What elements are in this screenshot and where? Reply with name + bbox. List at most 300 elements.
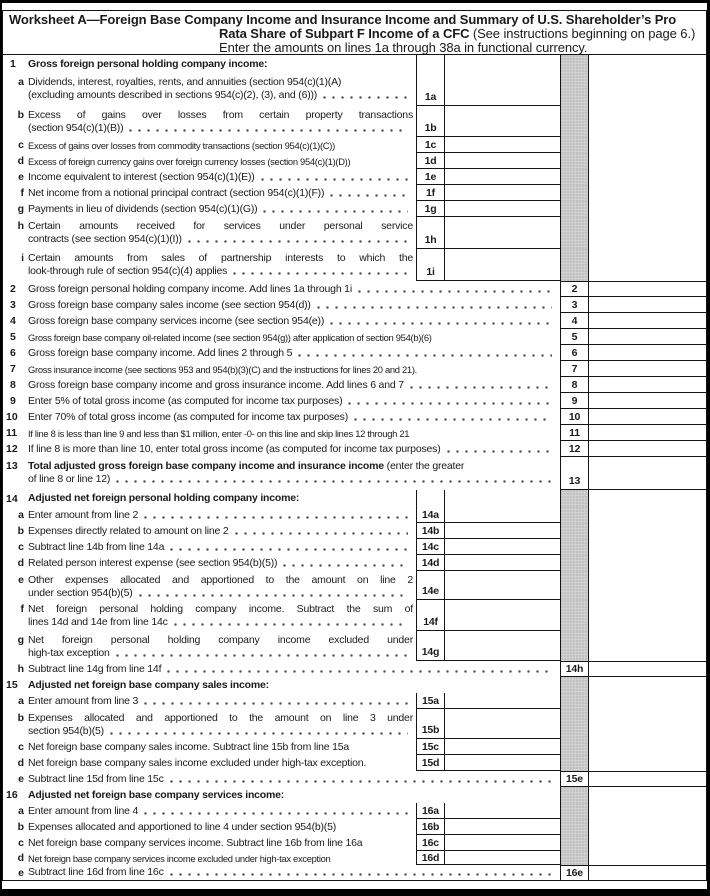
row-16d-amount-box[interactable] (444, 851, 560, 865)
worksheet-title-line2 (219, 27, 700, 41)
row-15e-code-box: 15e (560, 771, 588, 787)
row-2-amount-box[interactable] (588, 281, 706, 297)
row-6-amount-box[interactable] (588, 345, 706, 361)
shaded-column-cell (560, 55, 588, 73)
row-1c (3, 137, 706, 153)
row-16b-description (3, 819, 416, 835)
shaded-column-cell (560, 739, 588, 755)
row-16d-code-box: 16d (416, 851, 444, 865)
row-1f (3, 185, 706, 201)
row-15a-text: Enter amount from line 3 (28, 693, 416, 709)
row-14c-code-box: 14c (416, 539, 444, 555)
row-14b (3, 523, 706, 539)
shaded-column-cell (560, 803, 588, 819)
row-16c-description (3, 835, 416, 851)
row-14g-amount-box[interactable] (444, 631, 560, 661)
row-15-description (3, 677, 416, 693)
dot-leader (167, 670, 552, 673)
row-6-line-number: 6 (10, 347, 16, 359)
worksheet-form (2, 10, 707, 881)
row-1-amount-box (444, 55, 560, 73)
right-amount-area (588, 835, 706, 851)
row-16c (3, 835, 706, 851)
row-15c-text: Net foreign base company sales income. Subtract line 15b from line 15a (28, 740, 350, 753)
row-6 (3, 345, 706, 361)
right-amount-area (588, 185, 706, 201)
row-1b-code-box: 1b (416, 106, 444, 137)
dot-leader (170, 873, 552, 876)
row-14a (3, 507, 706, 523)
row-14e-line-number: e (18, 574, 24, 586)
right-amount-area (588, 539, 706, 555)
row-16e (3, 865, 706, 880)
worksheet-table (3, 55, 706, 880)
row-15c-code-box: 15c (416, 739, 444, 755)
row-1f-line-number: f (20, 187, 24, 199)
row-1d-text: Excess of foreign currency gains over foreign currency losses (section 954(c)(1)(D)) (28, 155, 351, 167)
row-9-description (3, 393, 560, 409)
row-16e-description (3, 865, 560, 880)
row-1i-text: Certain amounts from sales of partnership interests to which the look-through rule of section 954(c)(4) applies (28, 252, 413, 277)
row-14a-line-number: a (18, 509, 24, 521)
shaded-column-cell (560, 73, 588, 106)
row-16c-text: Net foreign base company services income. Subtract line 16b from line 16a (28, 836, 363, 849)
row-16e-text: Subtract line 16d from line 16c (28, 865, 560, 880)
row-3-amount-box[interactable] (588, 297, 706, 313)
row-1e-text: Income equivalent to interest (section 954(c)(1)(E)) (28, 169, 416, 185)
row-14g-description (3, 631, 416, 661)
row-15c (3, 739, 706, 755)
worksheet-title-continued: Rata Share of Subpart F Income of a CFC (219, 26, 473, 41)
row-13-code-box: 13 (560, 457, 588, 490)
row-5-amount-box[interactable] (588, 329, 706, 345)
row-1b (3, 106, 706, 137)
row-14-amount-box (444, 490, 560, 507)
row-12-text: If line 8 is more than line 10, enter total gross income (as computed for income tax purposes) (28, 441, 560, 457)
row-9-code-box: 9 (560, 393, 588, 409)
worksheet-header (3, 11, 706, 55)
right-amount-area (588, 571, 706, 600)
dot-leader (139, 594, 408, 597)
dot-leader (235, 532, 408, 535)
row-1g (3, 201, 706, 217)
row-3-code-box: 3 (560, 297, 588, 313)
row-16-description (3, 787, 416, 803)
row-11-code-box: 11 (560, 425, 588, 441)
row-6-text: Gross foreign base company income. Add lines 2 through 5 (28, 345, 560, 361)
row-15e-amount-box[interactable] (588, 771, 706, 787)
row-1e (3, 169, 706, 185)
row-1d-amount-box[interactable] (444, 153, 560, 169)
row-14e-code-box: 14e (416, 571, 444, 600)
row-14-description (3, 490, 416, 507)
row-14g-text: Net foreign personal holding company income excluded under high-tax exception (28, 634, 413, 659)
row-5-line-number: 5 (10, 331, 16, 343)
row-16a-description (3, 803, 416, 819)
row-1h-code-box: 1h (416, 217, 444, 249)
dot-leader (348, 402, 552, 405)
row-16b-code-box: 16b (416, 819, 444, 835)
row-14-code-box (416, 490, 444, 507)
shaded-column-cell (560, 677, 588, 693)
row-15b-amount-box[interactable] (444, 709, 560, 739)
dot-leader (233, 272, 408, 275)
row-16b (3, 819, 706, 835)
row-4-amount-box[interactable] (588, 313, 706, 329)
row-16a (3, 803, 706, 819)
row-15b-line-number: b (17, 712, 24, 724)
row-1h (3, 217, 706, 249)
shaded-column-cell (560, 137, 588, 153)
dot-leader (330, 322, 552, 325)
row-7-description (3, 361, 560, 377)
row-16b-amount-box[interactable] (444, 819, 560, 835)
row-15e (3, 771, 706, 787)
row-13-line-number: 13 (6, 460, 18, 472)
row-13 (3, 457, 706, 490)
row-16c-line-number: c (18, 837, 24, 849)
row-1a-code-box: 1a (416, 73, 444, 106)
row-14g-line-number: g (17, 634, 24, 646)
row-14e (3, 571, 706, 600)
row-1f-text: Net income from a notional principal contract (section 954(c)(1)(F)) (28, 185, 416, 201)
row-15-text: Adjusted net foreign base company sales income: (28, 678, 269, 691)
row-14h-description (3, 661, 560, 677)
row-9-amount-box[interactable] (588, 393, 706, 409)
dot-leader (170, 780, 552, 783)
right-amount-area (588, 153, 706, 169)
right-amount-area (588, 555, 706, 571)
row-15a (3, 693, 706, 709)
row-14g (3, 631, 706, 661)
dot-leader (129, 129, 408, 132)
row-9-text: Enter 5% of total gross income (as computed for income tax purposes) (28, 393, 560, 409)
row-1a-amount-box[interactable] (444, 73, 560, 106)
shaded-column-cell (560, 217, 588, 249)
row-1a (3, 73, 706, 106)
row-1i-amount-box[interactable] (444, 249, 560, 281)
row-1-description (3, 55, 416, 73)
row-15 (3, 677, 706, 693)
row-16c-amount-box[interactable] (444, 835, 560, 851)
row-11-text: If line 8 is less than line 9 and less than $1 million, enter -0- on this line and skip lines 12 through 21 (28, 427, 410, 439)
row-15-line-number: 15 (6, 679, 18, 691)
row-16b-text: Expenses allocated and apportioned to line 4 under section 954(b)(5) (28, 820, 337, 833)
row-1e-description (3, 169, 416, 185)
right-amount-area (588, 755, 706, 771)
row-13-amount-box[interactable] (588, 457, 706, 490)
instructions-note: (See instructions beginning on page 6.) (472, 26, 696, 41)
row-10-amount-box[interactable] (588, 409, 706, 425)
shaded-column-cell (560, 600, 588, 631)
row-14g-code-box: 14g (416, 631, 444, 661)
row-7-text: Gross insurance income (see sections 953 and 954(b)(3)(C) and the instructions for lines 20 and 21). (28, 363, 417, 375)
dot-leader (263, 210, 408, 213)
row-5-text: Gross foreign base company oil-related income (see section 954(g)) after application of section 954(b)(6) (28, 331, 432, 343)
row-14h-text: Subtract line 14g from line 14f (28, 661, 560, 677)
row-6-description (3, 345, 560, 361)
row-15d-amount-box[interactable] (444, 755, 560, 771)
right-amount-area (588, 55, 706, 73)
right-amount-area (588, 693, 706, 709)
row-3-text: Gross foreign base company sales income (see section 954(d)) (28, 297, 560, 313)
shaded-column-cell (560, 555, 588, 571)
worksheet-paper (2, 3, 707, 889)
row-15-code-box (416, 677, 444, 693)
row-1h-line-number: h (17, 220, 24, 232)
row-15b (3, 709, 706, 739)
row-16-amount-box (444, 787, 560, 803)
shaded-column-cell (560, 787, 588, 803)
row-14c-text: Subtract line 14b from line 14a (28, 539, 416, 555)
row-14a-text: Enter amount from line 2 (28, 507, 416, 523)
row-4-text: Gross foreign base company services income (see section 954(e)) (28, 313, 560, 329)
row-12 (3, 441, 706, 457)
row-15e-text: Subtract line 15d from line 15c (28, 771, 560, 787)
right-amount-area (588, 217, 706, 249)
right-amount-area (588, 249, 706, 281)
row-16a-text: Enter amount from line 4 (28, 803, 416, 819)
row-1g-description (3, 201, 416, 217)
shaded-column-cell (560, 507, 588, 523)
shaded-column-cell (560, 851, 588, 865)
dot-leader (323, 96, 408, 99)
row-16c-code-box: 16c (416, 835, 444, 851)
row-1-text: Gross foreign personal holding company income: (28, 57, 268, 70)
row-16e-code-box: 16e (560, 865, 588, 880)
row-1g-code-box: 1g (416, 201, 444, 217)
row-15a-line-number: a (18, 695, 24, 707)
row-15c-amount-box[interactable] (444, 739, 560, 755)
row-14f-code-box: 14f (416, 600, 444, 631)
row-16e-line-number: e (18, 866, 24, 879)
row-14e-amount-box[interactable] (444, 571, 560, 600)
shaded-column-cell (560, 819, 588, 835)
shaded-column-cell (560, 835, 588, 851)
row-1-line-number: 1 (10, 58, 16, 70)
row-1g-text: Payments in lieu of dividends (section 954(c)(1)(G)) (28, 201, 416, 217)
row-14c (3, 539, 706, 555)
dot-leader (354, 418, 552, 421)
row-15a-amount-box[interactable] (444, 693, 560, 709)
right-amount-area (588, 507, 706, 523)
row-1h-text: Certain amounts received for services under personal service contracts (see section 954(c)(1)(I)) (28, 220, 413, 245)
shaded-column-cell (560, 539, 588, 555)
row-1d-code-box: 1d (416, 153, 444, 169)
shaded-column-cell (560, 153, 588, 169)
row-14b-code-box: 14b (416, 523, 444, 539)
row-16d-text: Net foreign base company services income excluded under high-tax exception (28, 852, 331, 864)
row-8-text: Gross foreign base company income and gross insurance income. Add lines 6 and 7 (28, 377, 560, 393)
row-1h-description (3, 217, 416, 249)
dot-leader (170, 548, 408, 551)
row-16e-amount-box[interactable] (588, 865, 706, 880)
right-amount-area (588, 739, 706, 755)
row-14e-description (3, 571, 416, 600)
row-14e-text: Other expenses allocated and apportioned to the amount on line 2 under section 954(b)(5) (28, 574, 413, 599)
row-13-text: Total adjusted gross foreign base company income and insurance income (enter the greater of line 8 or line 12) (28, 457, 560, 490)
row-2 (3, 281, 706, 297)
row-11-line-number: 11 (6, 427, 18, 439)
row-10-line-number: 10 (6, 411, 18, 423)
shaded-column-cell (560, 490, 588, 507)
row-8-code-box: 8 (560, 377, 588, 393)
row-12-line-number: 12 (6, 443, 18, 455)
row-1c-description (3, 137, 416, 153)
row-1f-description (3, 185, 416, 201)
row-1f-amount-box[interactable] (444, 185, 560, 201)
dot-leader (317, 306, 552, 309)
right-amount-area (588, 851, 706, 865)
shaded-column-cell (560, 693, 588, 709)
row-5-code-box: 5 (560, 329, 588, 345)
shaded-column-cell (560, 631, 588, 661)
row-1i-code-box: 1i (416, 249, 444, 281)
row-16a-amount-box[interactable] (444, 803, 560, 819)
row-15d (3, 755, 706, 771)
row-15-amount-box (444, 677, 560, 693)
row-9 (3, 393, 706, 409)
dot-leader (298, 354, 552, 357)
row-14f-text: Net foreign personal holding company income. Subtract the sum of lines 14d and 14e from line 14c (28, 603, 413, 628)
row-14a-description (3, 507, 416, 523)
row-16a-code-box: 16a (416, 803, 444, 819)
dot-leader (144, 516, 408, 519)
row-15e-description (3, 771, 560, 787)
row-1a-line-number: a (18, 76, 24, 88)
row-16d-description (3, 851, 416, 865)
row-8-line-number: 8 (10, 379, 16, 391)
row-6-code-box: 6 (560, 345, 588, 361)
row-14b-description (3, 523, 416, 539)
shaded-column-cell (560, 571, 588, 600)
shaded-column-cell (560, 169, 588, 185)
dot-leader (261, 178, 408, 181)
right-amount-area (588, 819, 706, 835)
row-1i-description (3, 249, 416, 281)
right-amount-area (588, 73, 706, 106)
dot-leader (116, 480, 552, 483)
row-15d-code-box: 15d (416, 755, 444, 771)
row-3-description (3, 297, 560, 313)
row-15e-line-number: e (18, 773, 24, 785)
row-14-line-number: 14 (6, 492, 18, 505)
row-5-description (3, 329, 560, 345)
row-14b-amount-box[interactable] (444, 523, 560, 539)
row-14h-line-number: h (17, 663, 24, 675)
row-14-text: Adjusted net foreign personal holding company income: (28, 492, 300, 504)
row-14b-line-number: b (17, 525, 24, 537)
row-16b-line-number: b (17, 821, 24, 833)
row-10-description (3, 409, 560, 425)
row-2-text: Gross foreign personal holding company income. Add lines 1a through 1i (28, 281, 560, 297)
row-1d (3, 153, 706, 169)
row-7 (3, 361, 706, 377)
shaded-column-cell (560, 185, 588, 201)
row-1f-code-box: 1f (416, 185, 444, 201)
row-14c-amount-box[interactable] (444, 539, 560, 555)
row-9-line-number: 9 (10, 395, 16, 407)
worksheet-title: Worksheet A—Foreign Base Company Income and Insurance Income and Summary of U.S. Shareholder’s Pro (9, 12, 677, 27)
shaded-column-cell (560, 201, 588, 217)
row-1c-text: Excess of gains over losses from commodity transactions (section 954(c)(1)(C)) (28, 139, 335, 151)
row-1b-amount-box[interactable] (444, 106, 560, 137)
row-14a-amount-box[interactable] (444, 507, 560, 523)
right-amount-area (588, 106, 706, 137)
row-16-line-number: 16 (6, 789, 18, 801)
row-14c-line-number: c (18, 541, 24, 553)
row-1a-text: Dividends, interest, royalties, rents, and annuities (section 954(c)(1)(A) (excluding amounts described in sections 954(c)(2), (3), and (6))) (28, 73, 416, 106)
dot-leader (283, 564, 408, 567)
row-2-description (3, 281, 560, 297)
row-4-description (3, 313, 560, 329)
row-15c-line-number: c (18, 741, 24, 753)
row-1e-code-box: 1e (416, 169, 444, 185)
row-11 (3, 425, 706, 441)
row-11-amount-box[interactable] (588, 425, 706, 441)
row-15a-code-box: 15a (416, 693, 444, 709)
row-1 (3, 55, 706, 73)
row-7-amount-box[interactable] (588, 361, 706, 377)
row-16-code-box (416, 787, 444, 803)
row-4 (3, 313, 706, 329)
row-14 (3, 490, 706, 507)
row-15b-text: Expenses allocated and apportioned to the amount on line 3 under section 954(b)(5) (28, 712, 413, 737)
row-15b-code-box: 15b (416, 709, 444, 739)
row-4-code-box: 4 (560, 313, 588, 329)
row-10-text: Enter 70% of total gross income (as computed for income tax purposes) (28, 409, 560, 425)
row-14b-text: Expenses directly related to amount on line 2 (28, 523, 416, 539)
row-15c-description (3, 739, 416, 755)
dot-leader (330, 194, 408, 197)
row-16-text: Adjusted net foreign base company services income: (28, 788, 285, 801)
row-1h-amount-box[interactable] (444, 217, 560, 249)
row-1i (3, 249, 706, 281)
row-1g-amount-box[interactable] (444, 201, 560, 217)
dot-leader (110, 732, 408, 735)
row-12-amount-box[interactable] (588, 441, 706, 457)
row-14d-line-number: d (17, 557, 24, 569)
row-8-description (3, 377, 560, 393)
row-1c-amount-box[interactable] (444, 137, 560, 153)
row-14d-text: Related person interest expense (see section 954(b)(5)) (28, 555, 416, 571)
row-1d-line-number: d (17, 155, 24, 167)
row-1b-text: Excess of gains over losses from certain property transactions (section 954(c)(1)(B)) (28, 109, 413, 134)
row-3-line-number: 3 (10, 299, 16, 311)
row-14f-amount-box[interactable] (444, 600, 560, 631)
row-13-description (3, 457, 560, 490)
right-amount-area (588, 803, 706, 819)
row-8-amount-box[interactable] (588, 377, 706, 393)
row-7-line-number: 7 (10, 363, 16, 375)
row-10-code-box: 10 (560, 409, 588, 425)
row-12-code-box: 12 (560, 441, 588, 457)
row-14d-amount-box[interactable] (444, 555, 560, 571)
row-14h-amount-box[interactable] (588, 661, 706, 677)
row-1b-line-number: b (17, 109, 24, 121)
row-14f (3, 600, 706, 631)
row-16d-line-number: d (17, 852, 24, 864)
shaded-column-cell (560, 106, 588, 137)
row-8 (3, 377, 706, 393)
row-14h-code-box: 14h (560, 661, 588, 677)
row-2-code-box: 2 (560, 281, 588, 297)
row-5 (3, 329, 706, 345)
row-10 (3, 409, 706, 425)
dot-leader (188, 240, 408, 243)
row-1e-amount-box[interactable] (444, 169, 560, 185)
row-16d (3, 851, 706, 865)
